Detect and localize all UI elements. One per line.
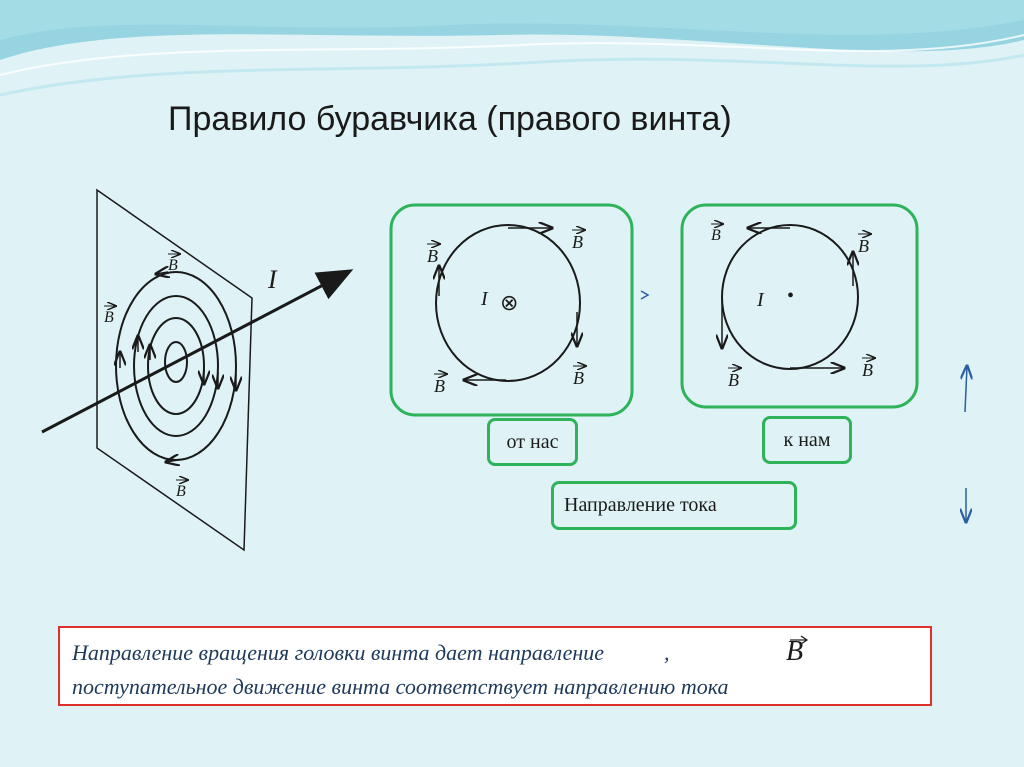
dot-icon: • xyxy=(787,285,795,307)
slide-title: Правило буравчика (правого винта) xyxy=(168,100,732,138)
svg-text:B: B xyxy=(434,376,445,396)
svg-text:B: B xyxy=(862,360,873,380)
b-label-bottom xyxy=(176,480,188,500)
arrow-up-icon xyxy=(965,366,967,412)
b-label-away-bl xyxy=(434,374,447,396)
svg-text:B: B xyxy=(427,246,438,266)
svg-text:B: B xyxy=(176,483,186,500)
rule-vector-b xyxy=(786,636,803,668)
svg-text:B: B xyxy=(858,236,869,256)
b-label-away-br xyxy=(573,366,586,388)
svg-text:B: B xyxy=(168,257,178,274)
svg-text:B: B xyxy=(572,232,583,252)
rule-line-1-text: Направление вращения головки винта дает направление xyxy=(72,640,605,665)
b-label-left xyxy=(104,306,116,326)
current-arrow xyxy=(42,272,348,432)
b-label-top xyxy=(168,254,180,274)
svg-text:B: B xyxy=(573,368,584,388)
rule-vector-letter: B xyxy=(786,636,804,667)
current-label-away: I xyxy=(481,288,488,310)
field-ring-inner xyxy=(148,318,204,414)
svg-text:B: B xyxy=(104,309,114,326)
rule-comma: , xyxy=(664,640,670,665)
b-label-toward-tl xyxy=(711,224,723,244)
b-label-away-tl xyxy=(427,244,440,266)
current-label-toward: I xyxy=(757,289,764,311)
svg-text:B: B xyxy=(711,227,721,244)
b-label-toward-tr xyxy=(858,234,871,256)
b-label-toward-bl xyxy=(728,368,741,390)
vector-arrow-icon xyxy=(788,632,810,646)
svg-text:B: B xyxy=(728,370,739,390)
cross-icon: ⊗ xyxy=(500,290,519,315)
current-direction-label: Направление тока xyxy=(551,481,797,530)
b-label-away-tr xyxy=(572,230,585,252)
plane-outline xyxy=(97,190,252,550)
b-label-toward-br xyxy=(862,358,875,380)
chevron-right-icon xyxy=(641,291,648,299)
current-label: I xyxy=(268,265,277,294)
toward-label: к нам xyxy=(762,416,852,464)
away-label: от нас xyxy=(487,418,578,466)
rule-line-2: поступательное движение винта соответствует направлению тока xyxy=(72,674,729,699)
